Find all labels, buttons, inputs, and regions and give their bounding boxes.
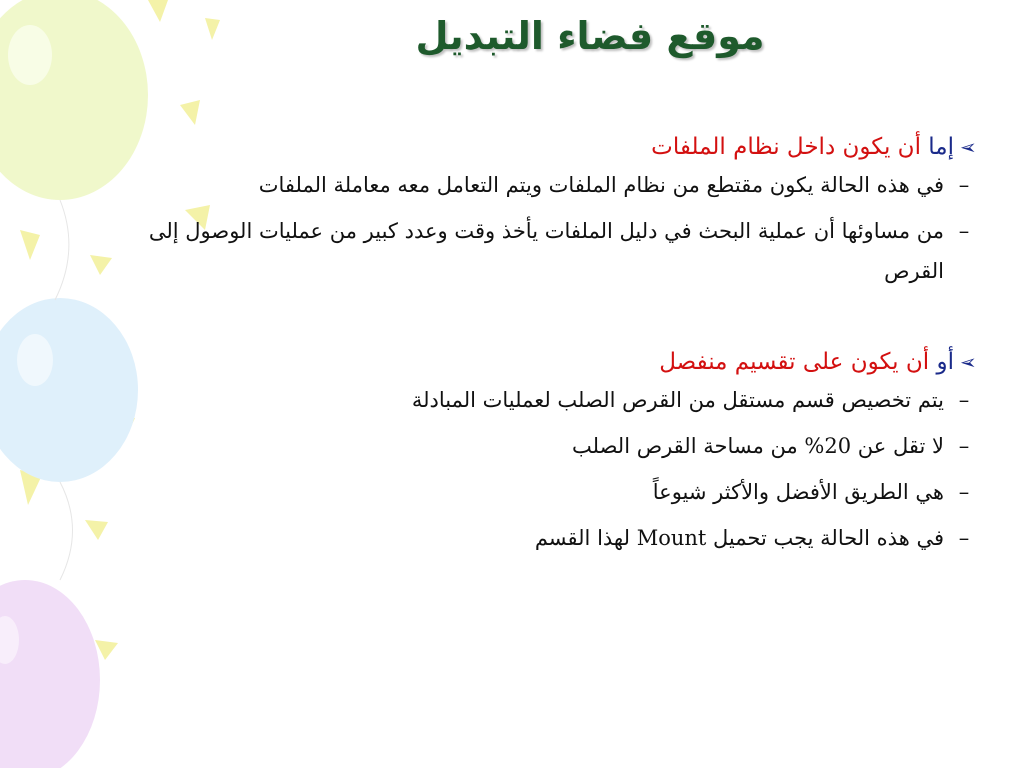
sub-bullet: – لا تقل عن 20% من مساحة القرص الصلب: [90, 426, 974, 466]
bullet-1: ➢ إما أن يكون داخل نظام الملفات: [90, 128, 980, 166]
sub-bullet: – هي الطريق الأفضل والأكثر شيوعاً: [90, 472, 974, 512]
sub-bullet: – من مساوئها أن عملية البحث في دليل الملفات يأخذ وقت وعدد كبير من عمليات الوصول إلى القرص: [90, 211, 974, 291]
dash-bullet: –: [958, 388, 970, 412]
dash-bullet: –: [958, 480, 970, 504]
slide-title: موقع فضاء التبديل: [415, 14, 765, 58]
sub-bullet: – في هذه الحالة يكون مقتطع من نظام الملفات ويتم التعامل معه معاملة الملفات: [90, 166, 974, 205]
arrowhead-bullet-icon: ➢: [960, 350, 977, 374]
slide-content: [90, 128, 980, 558]
dash-bullet: –: [958, 526, 970, 550]
dash-bullet: –: [958, 219, 970, 243]
arrowhead-bullet-icon: ➢: [960, 135, 977, 159]
dash-bullet: –: [958, 173, 970, 197]
sub-bullet: – يتم تخصيص قسم مستقل من القرص الصلب لعمليات المبادلة: [90, 381, 974, 420]
balloon-purple: [0, 580, 100, 768]
dash-bullet: –: [958, 434, 970, 458]
sub-bullet: – في هذه الحالة يجب تحميل Mount لهذا القسم: [90, 518, 974, 558]
bullet-2: ➢ أو أن يكون على تقسيم منفصل: [90, 343, 980, 381]
